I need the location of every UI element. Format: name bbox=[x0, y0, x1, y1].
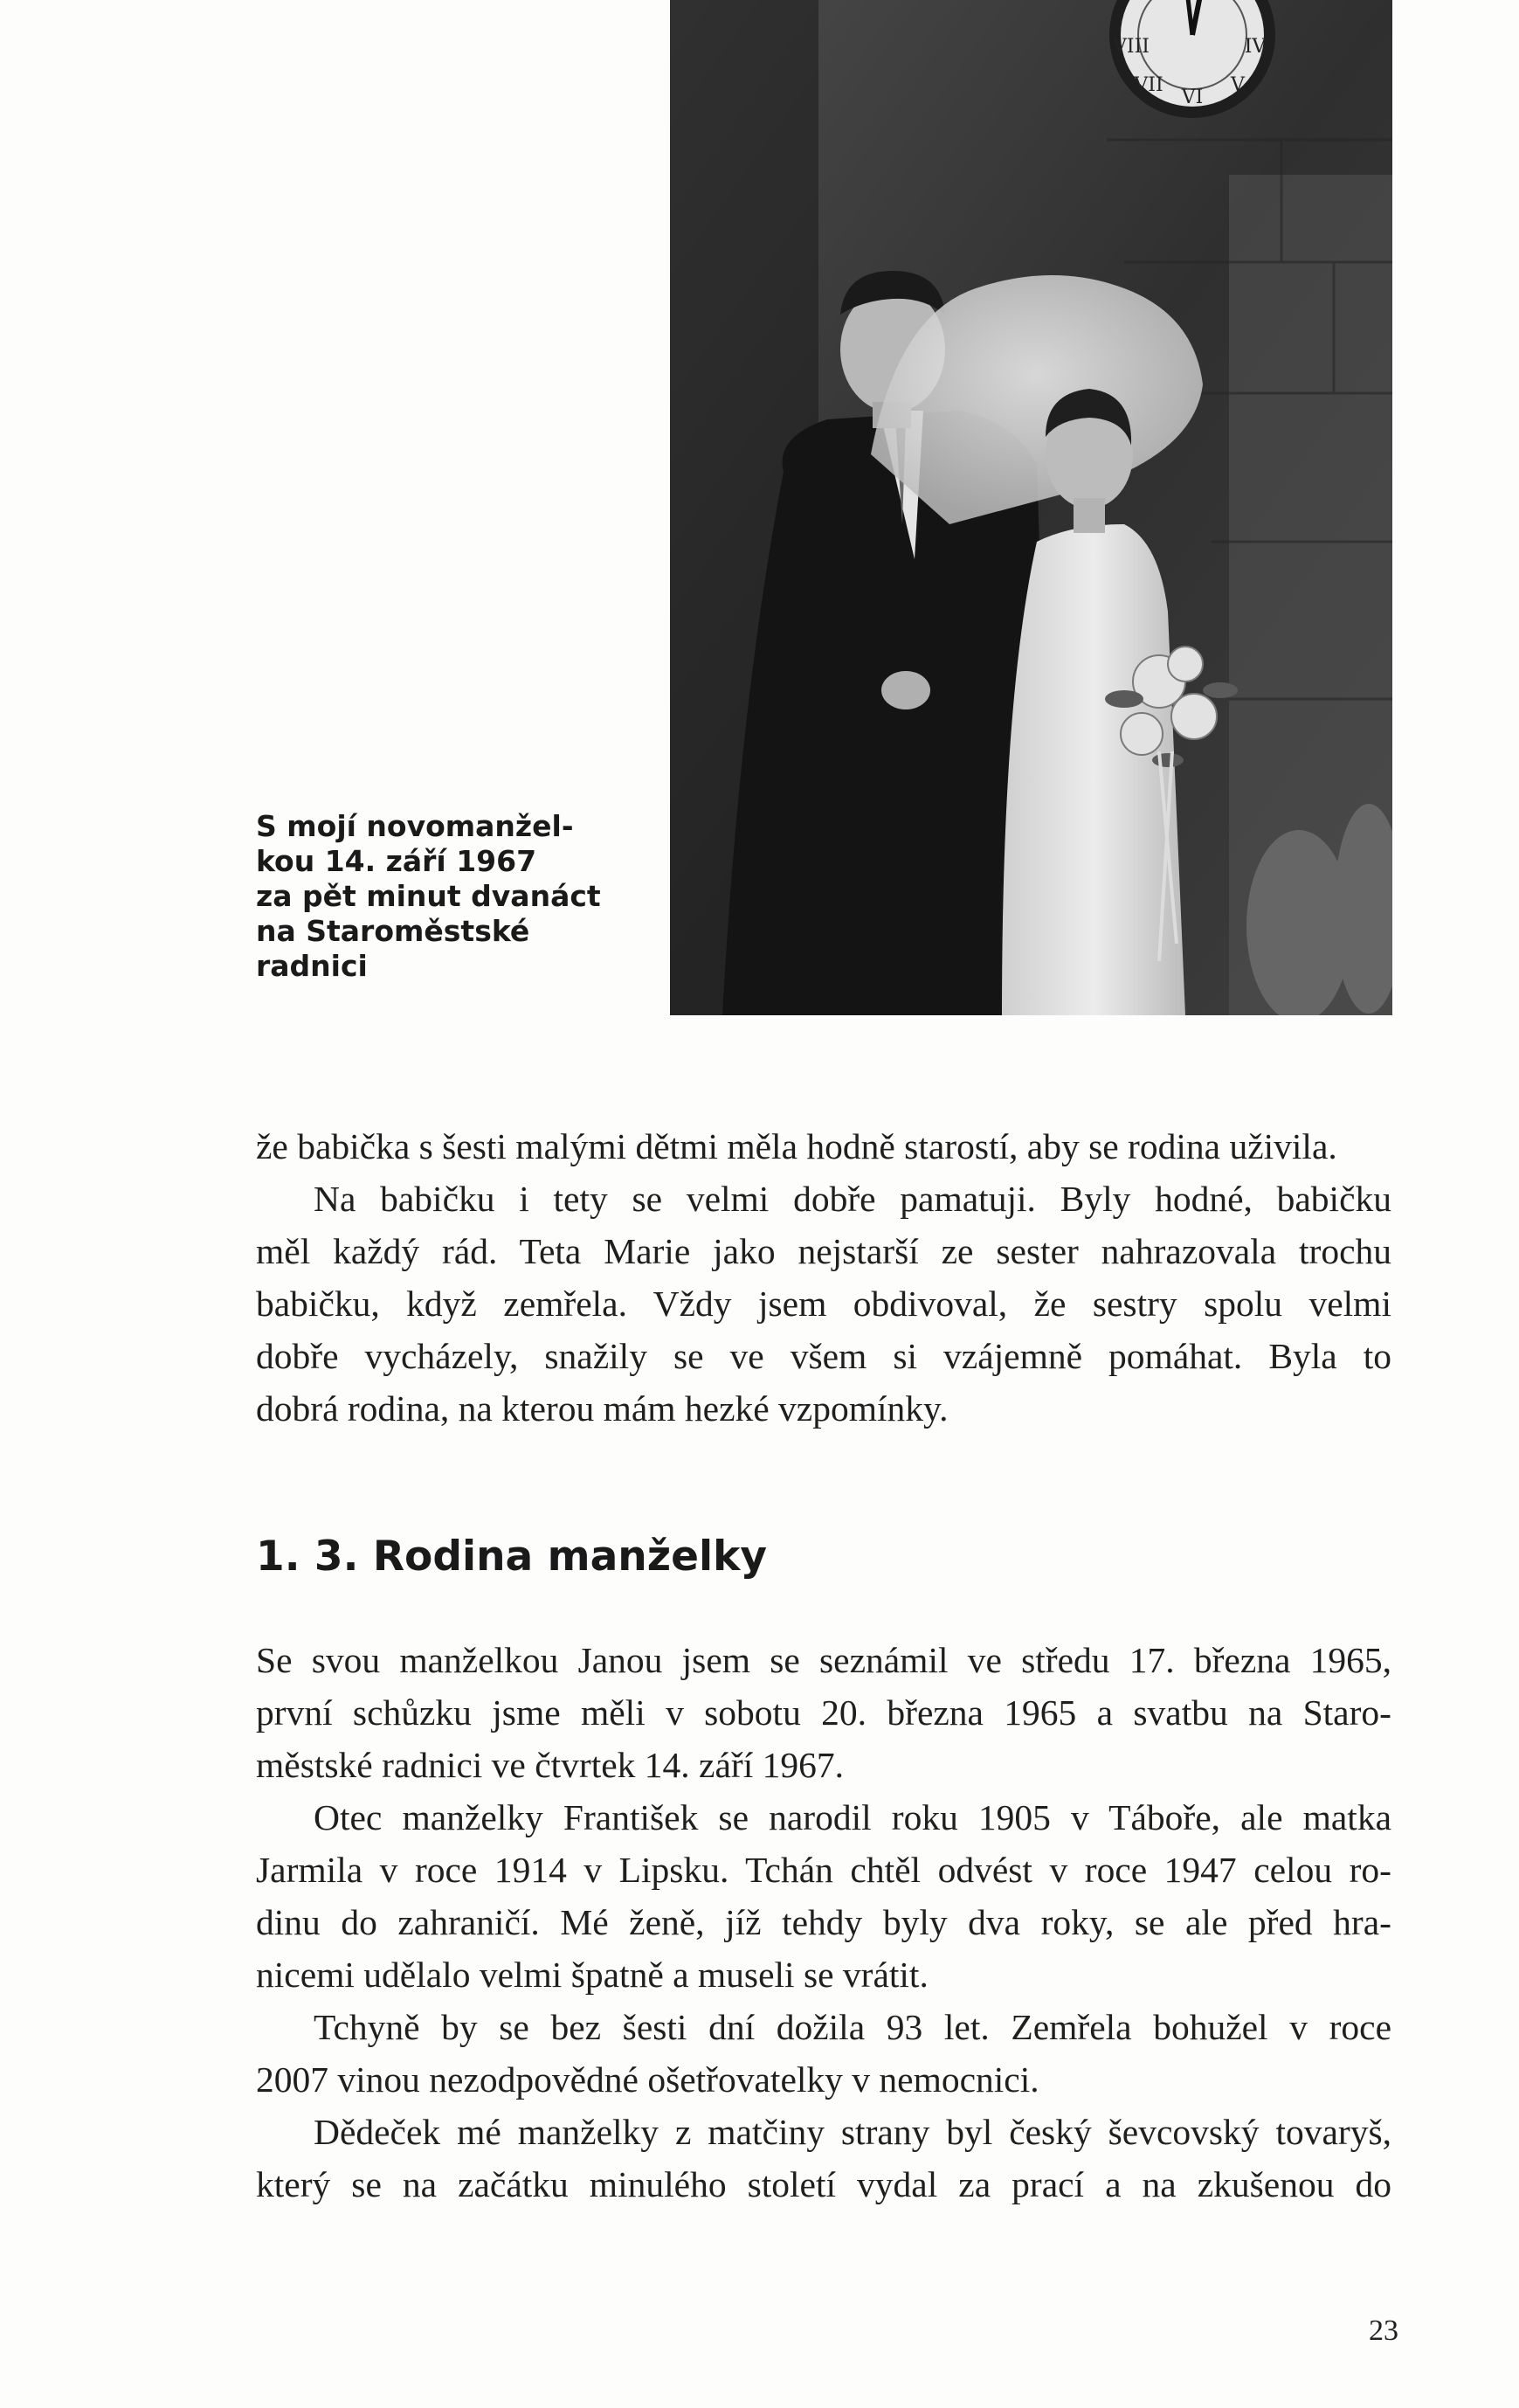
svg-text:VII: VII bbox=[1134, 74, 1163, 96]
wedding-photo bbox=[670, 0, 1392, 1015]
text-line: dinu do zahraničí. Mé ženě, jíž tehdy byly dva roky, se ale před hra- bbox=[256, 1902, 1391, 1942]
caption-line: na Staroměstské bbox=[256, 914, 530, 948]
svg-text:VIII: VIII bbox=[1113, 36, 1150, 58]
photo-caption bbox=[256, 809, 632, 984]
section-text bbox=[256, 1634, 1391, 2211]
caption-line: S mojí novomanžel- bbox=[256, 809, 574, 843]
text-line: první schůzku jsme měli v sobotu 20. března 1965 a svatbu na Staro- bbox=[256, 1692, 1391, 1733]
caption-line: za pět minut dvanáct bbox=[256, 879, 601, 913]
intro-text bbox=[256, 1120, 1391, 1435]
page-number: 23 bbox=[1369, 2315, 1398, 2347]
text-line: Dědeček mé manželky z matčiny strany byl český ševcovský tovaryš, bbox=[314, 2112, 1391, 2152]
text-line: městské radnici ve čtvrtek 14. září 1967. bbox=[256, 1745, 844, 1785]
text-line: Otec manželky František se narodil roku 1905 v Táboře, ale matka bbox=[314, 1797, 1391, 1837]
caption-line: radnici bbox=[256, 949, 368, 983]
svg-text:V: V bbox=[1231, 74, 1245, 96]
text-line: dobře vycházely, snažily se ve všem si vzájemně pomáhat. Byla to bbox=[256, 1336, 1391, 1376]
text-line: nicemi udělalo velmi špatně a museli se vrátit. bbox=[256, 1955, 929, 1995]
text-line: Tchyně by se bez šesti dní dožila 93 let. Zemřela bohužel v roce bbox=[314, 2007, 1391, 2047]
text-line: babičku, když zemřela. Vždy jsem obdivoval, že sestry spolu velmi bbox=[256, 1284, 1391, 1324]
svg-text:IV: IV bbox=[1244, 36, 1267, 58]
text-line: který se na začátku minulého století vydal za prací a na zkušenou do bbox=[256, 2164, 1391, 2204]
text-line: Se svou manželkou Janou jsem se seznámil ve středu 17. března 1965, bbox=[256, 1640, 1391, 1680]
caption-line: kou 14. září 1967 bbox=[256, 844, 537, 878]
text-line: dobrá rodina, na kterou mám hezké vzpomínky. bbox=[256, 1388, 949, 1429]
text-line: měl každý rád. Teta Marie jako nejstarší ze sester nahrazovala trochu bbox=[256, 1231, 1391, 1271]
svg-text:VI: VI bbox=[1181, 86, 1204, 108]
text-line: že babička s šesti malými dětmi měla hodně starostí, aby se rodina uživila. bbox=[256, 1126, 1337, 1166]
wedding-photo-illustration bbox=[670, 0, 1392, 1015]
section-heading: 1. 3. Rodina manželky bbox=[256, 1533, 767, 1581]
text-line: Jarmila v roce 1914 v Lipsku. Tchán chtěl odvést v roce 1947 celou ro- bbox=[256, 1850, 1391, 1890]
text-line: Na babičku i tety se velmi dobře pamatuji. Byly hodné, babičku bbox=[314, 1179, 1391, 1219]
text-line: 2007 vinou nezodpovědné ošetřovatelky v nemocnici. bbox=[256, 2059, 1039, 2100]
